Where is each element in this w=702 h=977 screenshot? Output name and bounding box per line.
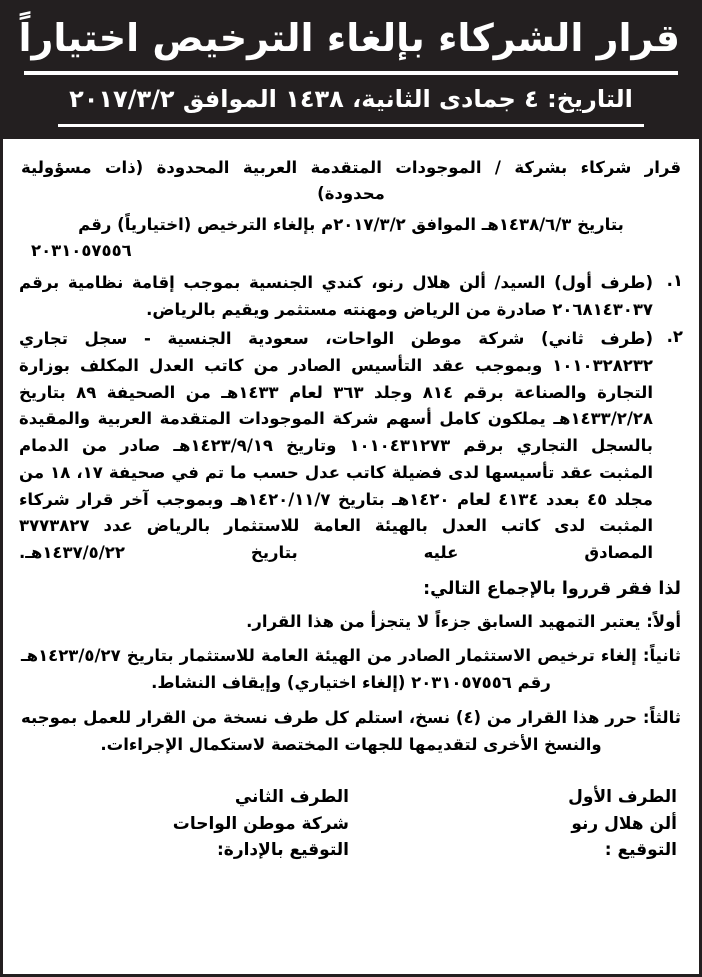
signature-column-first-party xyxy=(353,784,677,863)
document-body xyxy=(0,139,702,977)
first-party-signature-label: التوقيع : xyxy=(604,839,677,860)
second-party-name: شركة موطن الواحات xyxy=(172,813,349,834)
document-header xyxy=(0,0,702,139)
first-party-name: ألن هلال رنو xyxy=(571,813,677,834)
header-bottom-rule xyxy=(58,124,644,127)
preamble-line-2: بتاريخ ١٤٣٨/٦/٣هـ الموافق ٢٠١٧/٣/٢م بإلغاء الترخيص (اختيارياً) رقم xyxy=(78,215,624,235)
document-title: قرار الشركاء بإلغاء الترخيص اختياراً xyxy=(18,16,680,60)
clause-third: ثالثاً: حرر هذا القرار من (٤) نسخ، استلم كل طرف نسخة من القرار للعمل بموجبه والنسخ الأخرى لتقديمها للجهات المختصة لاستكمال الإجراءات. xyxy=(21,707,681,754)
party-number-1: ١. xyxy=(666,270,683,290)
license-number: ٢٠٣١٠٥٧٥٥٦ xyxy=(31,240,132,260)
party-text-1: (طرف أول) السيد/ ألن هلال رنو، كندي الجنسية بموجب إقامة نظامية برقم ٢٠٦٨١٤٣٠٣٧ صادرة من الرياض ومهنته مستثمر ويقيم بالرياض. xyxy=(19,272,653,319)
document-date-line: التاريخ: ٤ جمادى الثانية، ١٤٣٨ الموافق ٢٠١٧/٣/٢ xyxy=(69,84,633,113)
list-item xyxy=(19,326,683,566)
first-party-title: الطرف الأول xyxy=(568,787,677,808)
party-number-2: ٢. xyxy=(666,327,683,347)
second-party-signature-label: التوقيع بالإدارة: xyxy=(216,839,349,860)
decision-lead-text: لذا فقر قرروا بالإجماع التالي: xyxy=(423,578,681,599)
parties-list xyxy=(19,270,683,567)
party-text-2: (طرف ثاني) شركة موطن الواحات، سعودية الجنسية - سجل تجاري ١٠١٠٣٢٨٢٣٢ وبموجب عقد التأسيس الصادر من كاتب العدل المكلف بوزارة التجارة والصناعة برقم ٨١٤ وجلد ٣٦٣ لعام ١٤٣٣هـ من الصحيفة ٨٩ بتاريخ ١٤٣٣/٢/٢٨هـ يملكون كامل أسهم شركة الموجودات المتقدمة العربية والمقيدة بالسجل التجاري برقم ١٠١٠٤٣١٢٧٣ وتاريخ ١٤٢٣/٩/١٩هـ صادر من الدمام المثبت عقد تأسيسها لدى فضيلة كاتب عدل حسب ما تم في صحيفة ١٧، ١٨ من مجلد ٤٥ بعدد ٤١٣٤ لعام ١٤٢٠هـ بتاريخ ١٤٢٠/١١/٧هـ وبموجب آخر قرار شركاء المثبت لدى كاتب العدل بالهيئة العامة للاستثمار بالرياض عدد ٣٧٧٣٨٢٧ المصادق عليه بتاريخ ١٤٣٧/٥/٢٢هـ. xyxy=(19,329,654,562)
clause-first: أولاً: يعتبر التمهيد السابق جزءاً لا يتجزأ من هذا القرار. xyxy=(246,611,681,631)
clause-second: ثانياً: إلغاء ترخيص الاستثمار الصادر من الهيئة العامة للاستثمار بتاريخ ١٤٢٣/٥/٢٧هـ رقم ٢٠٣١٠٥٧٥٥٦ (إلغاء اختياري) وإيقاف النشاط. xyxy=(21,646,681,693)
preamble-line-1: قرار شركاء بشركة / الموجودات المتقدمة العربية المحدودة (ذات مسؤولية محدودة) xyxy=(21,157,681,204)
list-item xyxy=(19,270,683,323)
signature-block xyxy=(19,784,683,863)
signature-column-second-party xyxy=(25,784,353,863)
second-party-title: الطرف الثاني xyxy=(234,787,349,808)
